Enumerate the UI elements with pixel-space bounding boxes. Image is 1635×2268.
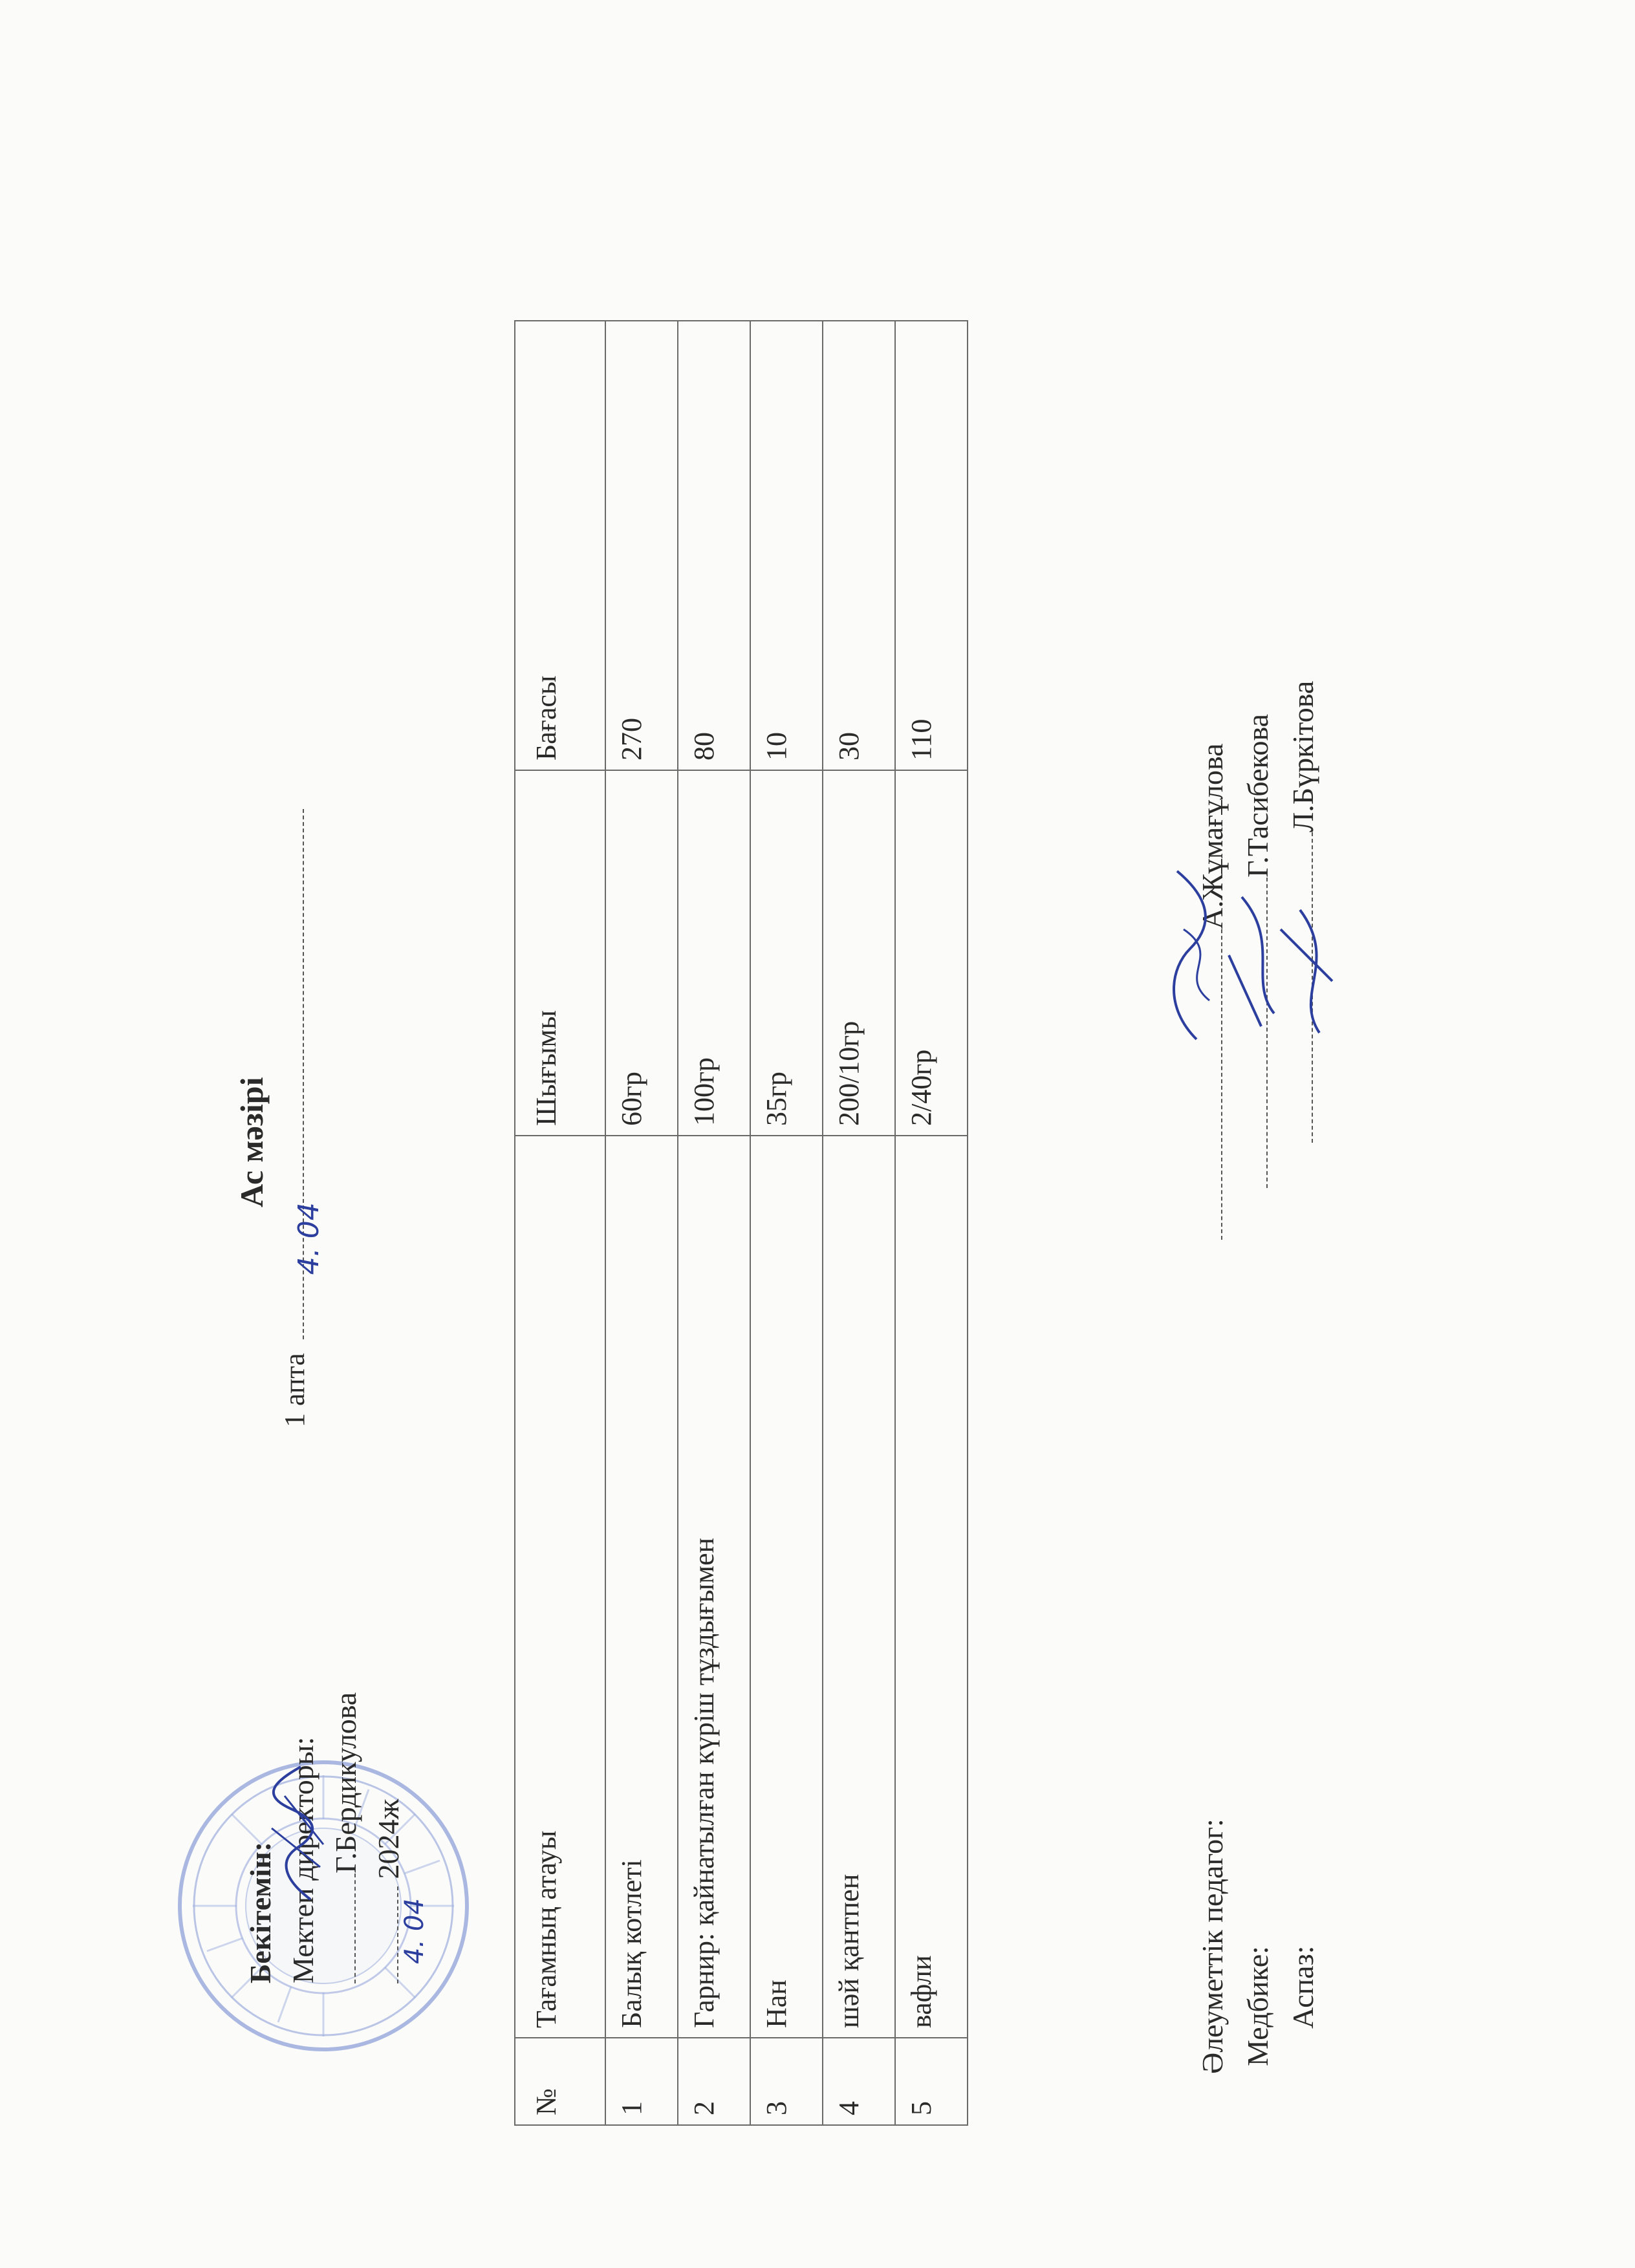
table-row xyxy=(605,321,678,2125)
dish-name: вафли xyxy=(895,1136,968,2038)
social-pedagogue-name: А.Жұмағұлова xyxy=(1196,743,1229,929)
menu-table xyxy=(514,320,968,2126)
dish-yield: 35гр xyxy=(750,770,823,1136)
dish-price: 80 xyxy=(678,321,750,770)
dish-yield: 2/40гр xyxy=(895,770,968,1136)
row-number: 4 xyxy=(823,2038,895,2125)
signature-roles xyxy=(1190,1819,1326,2074)
approval-date-line xyxy=(367,1692,429,1983)
dish-yield: 100гр xyxy=(678,770,750,1136)
director-signature-line xyxy=(354,1874,356,1983)
dish-name: Гарнир: қайнатылған күріш тұздығымен xyxy=(678,1136,750,2038)
table-row xyxy=(895,321,968,2125)
approval-date-handwritten: 4. 04 xyxy=(400,1898,429,1964)
table-header-row xyxy=(515,321,605,2125)
approved-label: Бекітемін: xyxy=(244,1841,277,1983)
dish-name: шәй қантпен xyxy=(823,1136,895,2038)
director-label: Мектеп директоры: xyxy=(287,1736,319,1983)
row-number: 2 xyxy=(678,2038,750,2125)
dish-yield: 200/10гр xyxy=(823,770,895,1136)
week-date-handwritten: 4. 04 xyxy=(292,1202,325,1275)
column-header-name: Тағамның атауы xyxy=(515,1136,605,2038)
dish-price: 10 xyxy=(750,321,823,770)
table-row xyxy=(750,321,823,2125)
row-number: 5 xyxy=(895,2038,968,2125)
cook-label: Аспаз: xyxy=(1286,1945,1319,2029)
dish-price: 270 xyxy=(605,321,678,770)
week-line xyxy=(278,809,325,1427)
dish-name: Нан xyxy=(750,1136,823,2038)
year-suffix: 2024ж xyxy=(372,1798,405,1879)
table-row xyxy=(823,321,895,2125)
dish-price: 110 xyxy=(895,321,968,770)
table-row xyxy=(678,321,750,2125)
page-title: Ас мәзірі xyxy=(233,1077,270,1207)
row-number: 3 xyxy=(750,2038,823,2125)
dish-price: 30 xyxy=(823,321,895,770)
social-pedagogue-label: Әлеуметтік педагог: xyxy=(1196,1819,1229,2074)
dish-yield: 60гр xyxy=(605,770,678,1136)
director-signature-icon xyxy=(259,1757,336,1906)
director-name: Г.Бердикулова xyxy=(329,1692,362,1874)
approval-date-blank xyxy=(397,1886,429,1983)
column-header-price: Бағасы xyxy=(515,321,605,770)
cook-name: Л.Бүркітова xyxy=(1286,680,1319,832)
nurse-name: Г.Тасибекова xyxy=(1241,713,1274,878)
week-date-blank xyxy=(292,809,325,1339)
week-label: 1 апта xyxy=(279,1353,310,1427)
dish-name: Балық котлеті xyxy=(605,1136,678,2038)
column-header-number: № xyxy=(515,2038,605,2125)
column-header-yield: Шығымы xyxy=(515,770,605,1136)
nurse-label: Медбике: xyxy=(1241,1946,1274,2066)
row-number: 1 xyxy=(605,2038,678,2125)
staff-signatures-icon xyxy=(1151,852,1365,1059)
